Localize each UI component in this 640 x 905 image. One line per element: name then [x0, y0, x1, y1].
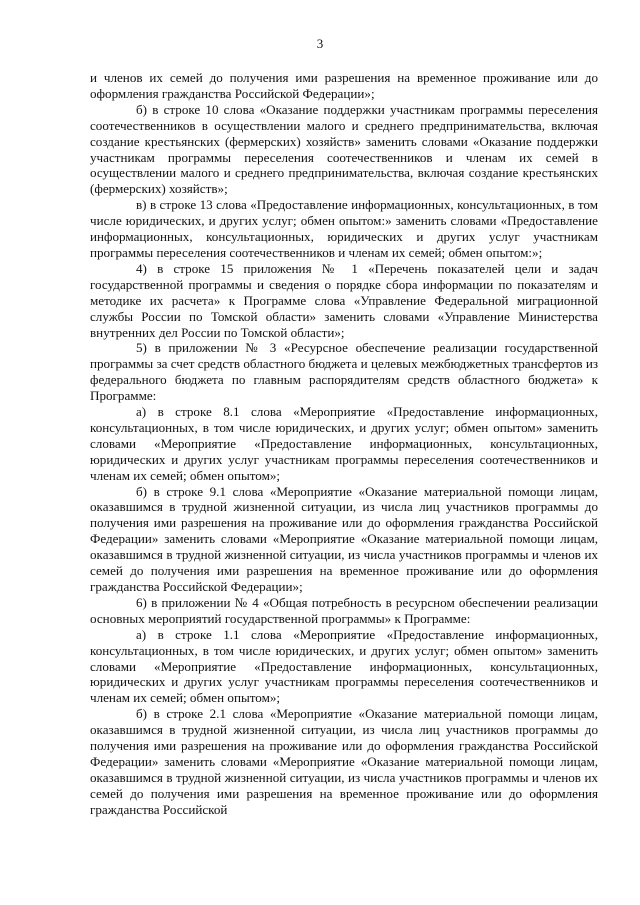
paragraph: б) в строке 9.1 слова «Мероприятие «Оказание материальной помощи лицам, оказавшимся в трудной жизненной ситуации, из числа лиц участников программы до получения ими разрешения на проживание или до оформления гражданства Российской Федерации» заменить словами «Мероприятие «Оказание материальной помощи лицам, оказавшимся в трудной жизненной ситуации, из числа участников программы и членов их семей до получения ими разрешения на временное проживание или до оформления гражданства Российской Федерации»; — [90, 483, 598, 594]
paragraph: а) в строке 8.1 слова «Мероприятие «Предоставление информационных, консультационных, в том числе юридических, и других услуг; обмен опытом» заменить словами «Мероприятие «Предоставление информационных, консультационных, юридических и других услуг участникам программы переселения соотечественников и членам их семей; обмен опытом»; — [90, 404, 598, 483]
paragraph: 6) в приложении № 4 «Общая потребность в ресурсном обеспечении реализации основных мероприятий государственной программы» к Программе: — [90, 594, 598, 626]
page-number: 3 — [316, 36, 324, 51]
paragraph: 4) в строке 15 приложения № 1 «Перечень показателей цели и задач государственной программы и сведения о порядке сбора информации по показателям и методике их расчета» к Программе слова «Управление Федеральной миграционной службы России по Томской области» заменить словами «Управление Министерства внутренних дел России по Томской области»; — [90, 260, 598, 340]
paragraph: 5) в приложении № 3 «Ресурсное обеспечение реализации государственной программы за счет средств областного бюджета и целевых межбюджетных трансфертов из федерального бюджета по главным распорядителям средств областного бюджета» к Программе: — [90, 340, 598, 404]
paragraph: а) в строке 1.1 слова «Мероприятие «Предоставление информационных, консультационных, в том числе юридических, и других услуг; обмен опытом» заменить словами «Мероприятие «Предоставление информационных, консультационных, юридических и других услуг участникам программы переселения соотечественников и членам их семей; обмен опытом»; — [90, 626, 598, 706]
paragraph: б) в строке 2.1 слова «Мероприятие «Оказание материальной помощи лицам, оказавшимся в трудной жизненной ситуации, из числа лиц участников программы до получения ими разрешения на проживание или до оформления гражданства Российской Федерации» заменить словами «Мероприятие «Оказание материальной помощи лицам, оказавшимся в трудной жизненной ситуации, из числа участников программы и членов их семей до получения ими разрешения на временное проживание или до оформления гражданства Российской — [90, 706, 598, 817]
paragraph: в) в строке 13 слова «Предоставление информационных, консультационных, в том числе юридических, и других услуг; обмен опытом:» заменить словами «Предоставление информационных, консультационных, юридических и других услуг участникам программы переселения соотечественников и членам их семей; обмен опытом:»; — [90, 197, 598, 260]
paragraph: б) в строке 10 слова «Оказание поддержки участникам программы переселения соотечественников в осуществлении малого и среднего предпринимательства, включая создание крестьянских (фермерских) хозяйств» заменить словами «Оказание поддержки участникам программы переселения соотечественников и членам их семей в осуществлении малого и среднего предпринимательства, включая создание крестьянских (фермерских) хозяйств»; — [90, 101, 598, 197]
paragraph: и членов их семей до получения ими разрешения на временное проживание или до оформления гражданства Российской Федерации»; — [90, 70, 598, 101]
document-body — [90, 70, 598, 818]
